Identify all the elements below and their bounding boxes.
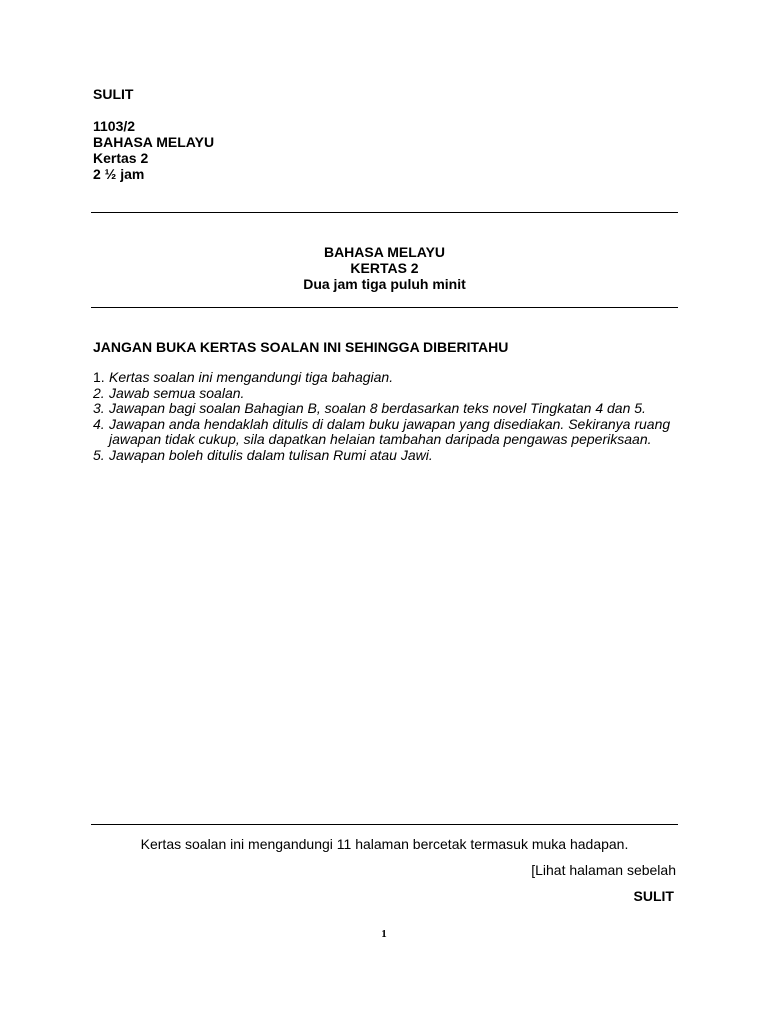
- instruction-text: Jawapan boleh ditulis dalam tulisan Rumi atau Jawi.: [109, 446, 433, 463]
- page-number: 1: [381, 928, 387, 940]
- paper-title: [91, 244, 678, 292]
- title-divider: [91, 307, 678, 308]
- paper-header: [93, 86, 214, 182]
- instruction-item: [93, 448, 683, 464]
- instruction-number: 4.: [93, 415, 105, 432]
- footer-classification-label: SULIT: [633, 888, 674, 904]
- title-paper: KERTAS 2: [350, 260, 419, 276]
- paper-number: Kertas 2: [93, 150, 149, 166]
- paper-code: 1103/2: [93, 118, 136, 134]
- instruction-number: 5.: [93, 446, 105, 463]
- do-not-open-warning: JANGAN BUKA KERTAS SOALAN INI SEHINGGA DIBERITAHU: [93, 339, 509, 355]
- title-duration: Dua jam tiga puluh minit: [303, 276, 466, 292]
- title-subject: BAHASA MELAYU: [323, 244, 446, 260]
- page-count-note: Kertas soalan ini mengandungi 11 halaman bercetak termasuk muka hadapan.: [140, 836, 629, 852]
- classification-label: SULIT: [93, 86, 134, 102]
- instruction-number: 2.: [93, 384, 105, 401]
- instruction-text: Kertas soalan ini mengandungi tiga bahagian.: [109, 369, 394, 385]
- instructions-list: [93, 370, 683, 463]
- instruction-item: [93, 417, 683, 448]
- instruction-text: Jawab semua soalan.: [109, 384, 245, 401]
- instruction-number: 3.: [93, 400, 105, 416]
- instruction-item: [93, 370, 683, 386]
- subject-name: BAHASA MELAYU: [93, 134, 215, 150]
- instruction-text: Jawapan bagi soalan Bahagian B, soalan 8 berdasarkan teks novel Tingkatan 4 dan 5.: [109, 400, 646, 416]
- instruction-text: Jawapan anda hendaklah ditulis di dalam buku jawapan yang disediakan. Sekiranya ruang jawapan tidak cukup, sila dapatkan helaian tambahan daripada pengawas peperiksaan.: [109, 415, 671, 447]
- instruction-item: [93, 401, 683, 417]
- instruction-item: [93, 386, 683, 402]
- paper-duration: 2 ½ jam: [93, 166, 145, 182]
- instruction-number: 1.: [93, 369, 105, 385]
- footer-divider: [91, 824, 678, 825]
- next-page-note: [Lihat halaman sebelah: [531, 862, 676, 878]
- top-divider: [91, 212, 678, 213]
